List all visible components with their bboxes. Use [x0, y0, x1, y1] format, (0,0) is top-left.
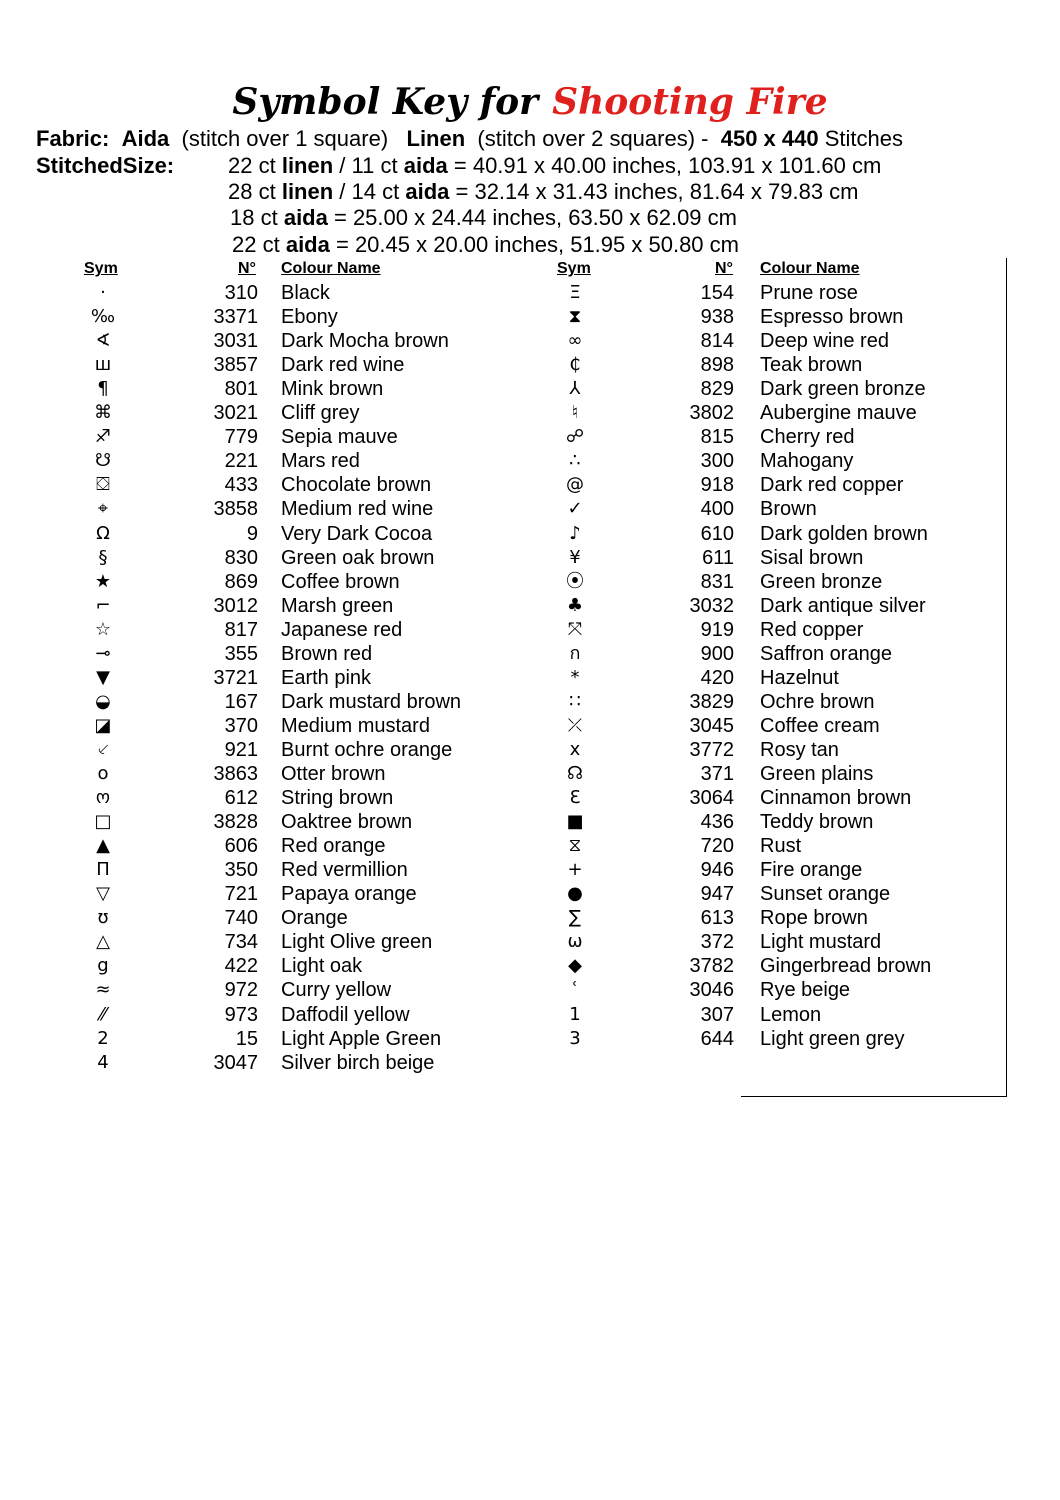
size-fab2: aida: [405, 179, 450, 204]
thread-number: 612: [224, 787, 258, 810]
colour-name: Dark green bronze: [760, 378, 926, 401]
stitch-symbol: *: [570, 666, 580, 688]
stitched-label: StitchedSize:: [36, 153, 175, 178]
colour-name: Green bronze: [760, 570, 883, 593]
stitch-symbol: ∴: [569, 450, 581, 472]
colour-name: Green plains: [760, 763, 874, 785]
colour-name: Rope brown: [760, 907, 868, 930]
thread-number: 900: [700, 642, 734, 665]
fabric-linen-note: (stitch over 2 squares) -: [477, 126, 709, 151]
thread-number: 938: [700, 306, 734, 329]
stitch-symbol: ‰: [90, 306, 116, 328]
thread-number: 3863: [213, 763, 258, 785]
thread-number: 734: [224, 931, 258, 954]
thread-number: 3371: [213, 306, 258, 329]
colour-name: Dark red copper: [760, 474, 904, 497]
stitch-symbol: ♮: [571, 402, 579, 424]
size-rest: = 20.45 x 20.00 inches, 51.95 x 50.80 cm: [335, 232, 739, 257]
thread-number: 371: [700, 763, 734, 785]
stitch-symbol: ¥: [569, 546, 581, 568]
thread-number: 350: [224, 859, 258, 882]
thread-number: 919: [700, 618, 734, 641]
header-name-right: Colour Name: [760, 260, 860, 277]
stitch-symbol: ⊸: [95, 642, 111, 664]
colour-name: Gingerbread brown: [760, 955, 932, 978]
stitch-symbol: ⌖: [97, 498, 109, 520]
thread-number: 300: [700, 450, 734, 473]
stitch-symbol: @: [566, 474, 584, 496]
stitch-symbol: ∞: [567, 330, 583, 352]
thread-number: 973: [224, 1003, 258, 1026]
size-fab1: aida: [283, 205, 328, 230]
stitch-symbol: ∢: [95, 330, 111, 352]
colour-name: Coffee brown: [281, 570, 400, 593]
thread-number: 611: [702, 546, 734, 569]
thread-number: 610: [700, 522, 734, 545]
stitch-symbol: 4: [97, 1051, 109, 1073]
thread-number: 221: [224, 450, 258, 473]
size-mid: / 11 ct: [339, 153, 398, 178]
thread-number: 436: [700, 811, 734, 834]
stitch-symbol: 1: [569, 1003, 581, 1025]
stitch-symbol: ⁄⁄: [99, 1003, 106, 1025]
colour-name: Ochre brown: [760, 690, 875, 713]
fabric-dims: 450 x 440: [720, 126, 819, 151]
stitch-symbol: ▲: [96, 835, 110, 857]
thread-number: 9: [246, 522, 258, 545]
colour-name: Light green grey: [760, 1027, 905, 1050]
thread-number: 946: [700, 859, 734, 882]
thread-number: 720: [700, 835, 734, 858]
stitched-size-line: [232, 232, 739, 258]
stitch-symbol: ⌐: [95, 594, 111, 616]
colour-name: Light mustard: [760, 931, 882, 954]
thread-number: 817: [224, 618, 258, 641]
size-fab2: aida: [403, 153, 448, 178]
stitch-symbol: 2: [97, 1027, 109, 1049]
colour-name: Brown: [760, 498, 817, 521]
stitch-symbol: ●: [567, 883, 583, 905]
thread-number: 433: [224, 474, 258, 497]
colour-name: Marsh green: [281, 594, 394, 617]
thread-number: 3858: [213, 498, 258, 521]
stitch-symbol: ·: [100, 282, 106, 303]
stitched-size-line: [228, 153, 881, 179]
colour-name: Brown red: [281, 642, 373, 665]
stitch-symbol: ო: [95, 787, 111, 809]
colour-name: Daffodil yellow: [281, 1003, 410, 1026]
size-rest: = 40.91 x 40.00 inches, 103.91 x 101.60 cm: [453, 153, 882, 178]
colour-name: Earth pink: [281, 666, 372, 689]
colour-name: Dark red wine: [281, 354, 405, 377]
thread-number: 3721: [213, 666, 258, 689]
thread-number: 3031: [213, 330, 258, 353]
colour-name: Silver birch beige: [281, 1051, 435, 1074]
size-ct: 22 ct: [232, 232, 280, 257]
colour-name: Mink brown: [281, 378, 384, 401]
stitch-symbol: ☊: [567, 763, 583, 784]
stitch-symbol: ⅄: [569, 378, 581, 400]
fabric-aida: Aida: [121, 126, 170, 151]
colour-name: Teak brown: [760, 354, 863, 377]
colour-name: Rust: [760, 835, 802, 858]
thread-number: 420: [700, 666, 734, 689]
thread-number: 721: [224, 883, 258, 906]
stitch-symbol: ⧖: [568, 835, 582, 857]
header-num-right: N°: [715, 260, 733, 277]
colour-name: Rosy tan: [760, 738, 839, 761]
thread-number: 801: [224, 378, 258, 401]
colour-name: Light Olive green: [281, 931, 433, 954]
stitch-symbol: ∷: [569, 690, 581, 712]
stitch-symbol: §: [98, 546, 108, 568]
thread-number: 400: [700, 498, 734, 521]
stitch-symbol: ★: [94, 570, 112, 592]
thread-number: 644: [700, 1027, 734, 1050]
thread-number: 779: [224, 426, 258, 449]
colour-name: Japanese red: [281, 618, 403, 641]
size-fab1: linen: [281, 179, 334, 204]
stitch-symbol: ш: [94, 354, 112, 376]
stitch-symbol: 3: [569, 1027, 581, 1049]
thread-number: 829: [700, 378, 734, 401]
colour-name: Espresso brown: [760, 306, 904, 329]
stitch-symbol: o: [97, 763, 109, 784]
thread-number: 898: [700, 354, 734, 377]
colour-name: Papaya orange: [281, 883, 417, 906]
thread-number: 3802: [689, 402, 734, 425]
colour-name: Cherry red: [760, 426, 855, 449]
border-horizontal: [741, 1096, 1007, 1097]
colour-name: Hazelnut: [760, 666, 839, 689]
fabric-aida-note: (stitch over 1 square): [181, 126, 389, 151]
stitch-symbol: ¶: [97, 378, 109, 400]
colour-name: Coffee cream: [760, 714, 880, 737]
stitch-symbol: ⤧: [567, 618, 583, 640]
colour-name: Red orange: [281, 835, 386, 858]
colour-name: Rye beige: [760, 979, 851, 1002]
colour-name: Sepia mauve: [281, 426, 398, 449]
stitch-symbol: ▼: [96, 666, 110, 688]
colour-name: Dark antique silver: [760, 594, 926, 617]
border-vertical: [1006, 258, 1007, 1096]
thread-number: 947: [700, 883, 734, 906]
stitch-symbol: Ξ: [569, 282, 581, 303]
stitch-symbol: x: [569, 738, 581, 760]
colour-name: Burnt ochre orange: [281, 738, 453, 761]
title-prefix: Symbol Key for: [232, 81, 539, 123]
stitch-symbol: ʊ: [97, 907, 109, 929]
header-sym-left: Sym: [84, 260, 118, 277]
thread-number: 814: [700, 330, 734, 353]
colour-name: Very Dark Cocoa: [281, 522, 433, 545]
fabric-label: Fabric:: [36, 126, 110, 151]
thread-number: 830: [224, 546, 258, 569]
stitch-symbol: ☆: [94, 618, 112, 640]
thread-number: 370: [224, 714, 258, 737]
stitch-symbol: ω: [567, 931, 583, 953]
stitch-symbol: □: [94, 811, 112, 833]
stitch-symbol: ⛋: [96, 474, 110, 496]
thread-number: 740: [224, 907, 258, 930]
thread-number: 3032: [689, 594, 734, 617]
colour-name: Sunset orange: [760, 883, 891, 906]
stitch-symbol: ⌘: [94, 402, 112, 424]
size-fab1: aida: [285, 232, 330, 257]
stitch-symbol: ◆: [568, 955, 582, 977]
stitch-symbol: ♪: [569, 522, 581, 544]
thread-number: 3828: [213, 811, 258, 834]
colour-name: Mars red: [281, 450, 360, 473]
colour-name: Red copper: [760, 618, 864, 641]
colour-name: Ebony: [281, 306, 338, 329]
stitch-symbol: Ɛ: [569, 787, 581, 809]
thread-number: 869: [224, 570, 258, 593]
stitch-symbol: ⧗: [568, 306, 582, 328]
thread-number: 3064: [689, 787, 734, 810]
stitch-symbol: ◪: [94, 714, 112, 736]
stitch-symbol: ♣: [566, 594, 584, 616]
thread-number: 613: [700, 907, 734, 930]
thread-number: 3012: [213, 594, 258, 617]
colour-name: Aubergine mauve: [760, 402, 917, 425]
colour-name: Dark mustard brown: [281, 690, 462, 713]
colour-name: Oaktree brown: [281, 811, 413, 834]
stitch-symbol: ☋: [95, 450, 111, 472]
colour-name: Lemon: [760, 1003, 822, 1026]
stitch-symbol: ✓: [567, 498, 583, 520]
pattern-name: Shooting Fire: [552, 81, 828, 123]
colour-name: Medium mustard: [281, 714, 430, 737]
stitch-symbol: ▽: [96, 883, 110, 905]
colour-name: Prune rose: [760, 282, 858, 304]
colour-name: Teddy brown: [760, 811, 874, 834]
thread-number: 422: [224, 955, 258, 978]
thread-number: 606: [224, 835, 258, 858]
stitched-size-line: [228, 179, 859, 205]
fabric-linen: Linen: [406, 126, 466, 151]
thread-number: 815: [700, 426, 734, 449]
stitch-symbol: ₵: [569, 354, 581, 376]
size-ct: 28 ct: [228, 179, 276, 204]
stitch-symbol: ≈: [95, 979, 111, 1001]
stitch-symbol: g: [97, 955, 109, 977]
stitch-symbol: ⸔: [96, 738, 110, 760]
colour-name: Mahogany: [760, 450, 854, 473]
colour-name: Chocolate brown: [281, 474, 432, 497]
thread-number: 3782: [689, 955, 734, 978]
stitch-symbol: ʿ: [572, 979, 578, 1001]
stitch-symbol: ♐: [94, 426, 112, 448]
colour-name: Green oak brown: [281, 546, 435, 569]
colour-name: Light oak: [281, 955, 363, 978]
header-num-left: N°: [238, 260, 256, 277]
header-sym-right: Sym: [557, 260, 591, 277]
thread-number: 831: [700, 570, 734, 593]
thread-number: 921: [224, 738, 258, 761]
thread-number: 3772: [689, 738, 734, 761]
thread-number: 972: [224, 979, 258, 1002]
stitch-symbol: △: [96, 931, 110, 953]
colour-name: Saffron orange: [760, 642, 892, 665]
size-ct: 22 ct: [228, 153, 276, 178]
stitch-symbol: ◒: [95, 690, 111, 712]
colour-name: Deep wine red: [760, 330, 889, 353]
stitch-symbol: ☍: [565, 426, 585, 448]
size-ct: 18 ct: [230, 205, 278, 230]
stitch-symbol: ■: [566, 811, 584, 833]
thread-number: 3046: [689, 979, 734, 1002]
colour-name: Sisal brown: [760, 546, 864, 569]
thread-number: 3047: [213, 1051, 258, 1074]
thread-number: 3857: [213, 354, 258, 377]
stitch-symbol: ⦿: [566, 570, 584, 592]
thread-number: 3045: [689, 714, 734, 737]
colour-name: Dark Mocha brown: [281, 330, 449, 353]
size-fab1: linen: [281, 153, 334, 178]
colour-name: Black: [281, 282, 330, 304]
size-rest: = 25.00 x 24.44 inches, 63.50 x 62.09 cm: [333, 205, 737, 230]
header-name-left: Colour Name: [281, 260, 381, 277]
colour-name: Fire orange: [760, 859, 863, 882]
colour-name: Orange: [281, 907, 348, 930]
colour-name: Cliff grey: [281, 402, 360, 425]
stitch-symbol: +: [567, 859, 583, 881]
thread-number: 3829: [689, 690, 734, 713]
colour-name: Otter brown: [281, 763, 386, 785]
colour-name: String brown: [281, 787, 394, 810]
thread-number: 918: [700, 474, 734, 497]
colour-name: Curry yellow: [281, 979, 392, 1002]
thread-number: 154: [700, 282, 734, 304]
size-mid: / 14 ct: [339, 179, 400, 204]
stitch-symbol: Ω: [96, 522, 110, 544]
colour-name: Dark golden brown: [760, 522, 928, 545]
stitch-symbol: ∑: [568, 907, 582, 929]
size-rest: = 32.14 x 31.43 inches, 81.64 x 79.83 cm: [455, 179, 859, 204]
fabric-line: [36, 126, 903, 152]
thread-number: 15: [235, 1027, 258, 1050]
thread-number: 310: [224, 282, 258, 304]
thread-number: 167: [224, 690, 258, 713]
thread-number: 355: [224, 642, 258, 665]
stitched-size-line: [230, 205, 737, 231]
thread-number: 307: [700, 1003, 734, 1026]
colour-name: Cinnamon brown: [760, 787, 912, 810]
stitch-symbol: ก: [569, 642, 581, 664]
stitch-symbol: ⤫: [567, 714, 583, 736]
stitch-symbol: Π: [96, 859, 110, 881]
colour-name: Medium red wine: [281, 498, 434, 521]
fabric-stitches: Stitches: [824, 126, 903, 151]
thread-number: 3021: [213, 402, 258, 425]
page-title: [0, 78, 1060, 126]
colour-name: Light Apple Green: [281, 1027, 442, 1050]
colour-name: Red vermillion: [281, 859, 408, 882]
thread-number: 372: [700, 931, 734, 954]
